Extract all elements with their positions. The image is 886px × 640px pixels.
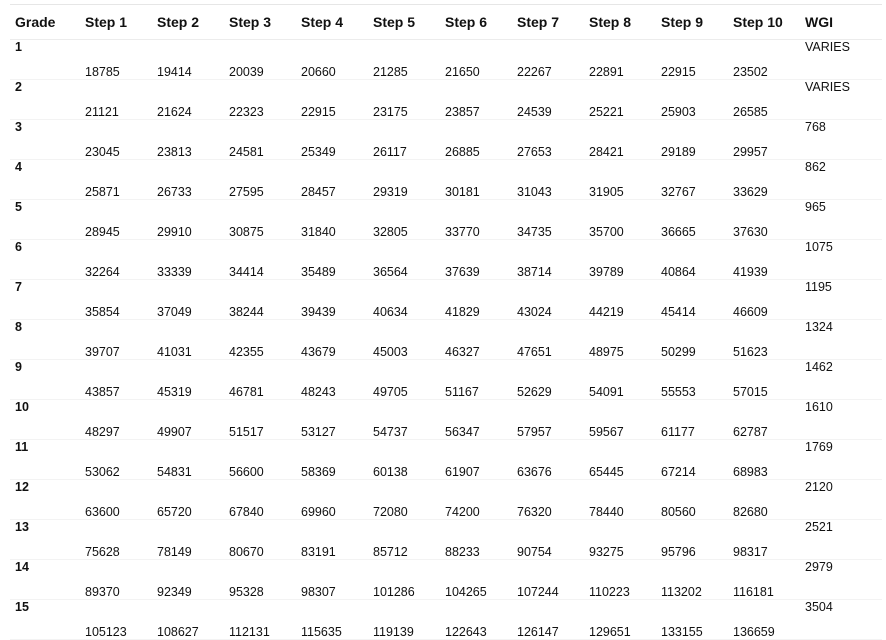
step-cell: 58369 — [296, 440, 368, 480]
step-cell: 57015 — [728, 360, 800, 400]
step-cell: 39789 — [584, 240, 656, 280]
step-cell: 55553 — [656, 360, 728, 400]
step-cell: 45003 — [368, 320, 440, 360]
table-row — [10, 240, 882, 280]
table-body — [10, 40, 882, 640]
pay-scale-table — [10, 4, 882, 640]
step-cell: 41939 — [728, 240, 800, 280]
step-cell: 34735 — [512, 200, 584, 240]
step-cell: 65720 — [152, 480, 224, 520]
step-cell: 78440 — [584, 480, 656, 520]
wgi-cell: 862 — [800, 160, 882, 200]
step-cell: 49705 — [368, 360, 440, 400]
step-cell: 24539 — [512, 80, 584, 120]
column-header: Step 4 — [296, 5, 368, 40]
step-cell: 85712 — [368, 520, 440, 560]
grade-cell: 14 — [10, 560, 80, 600]
step-cell: 56600 — [224, 440, 296, 480]
wgi-cell: 2979 — [800, 560, 882, 600]
column-header: Grade — [10, 5, 80, 40]
grade-cell: 15 — [10, 600, 80, 640]
step-cell: 104265 — [440, 560, 512, 600]
step-cell: 67840 — [224, 480, 296, 520]
table-row — [10, 200, 882, 240]
step-cell: 35489 — [296, 240, 368, 280]
column-header: Step 6 — [440, 5, 512, 40]
step-cell: 76320 — [512, 480, 584, 520]
step-cell: 133155 — [656, 600, 728, 640]
step-cell: 112131 — [224, 600, 296, 640]
column-header: Step 9 — [656, 5, 728, 40]
grade-cell: 4 — [10, 160, 80, 200]
wgi-cell: 1462 — [800, 360, 882, 400]
grade-cell: 7 — [10, 280, 80, 320]
step-cell: 46327 — [440, 320, 512, 360]
step-cell: 65445 — [584, 440, 656, 480]
step-cell: 95328 — [224, 560, 296, 600]
step-cell: 107244 — [512, 560, 584, 600]
column-header: Step 1 — [80, 5, 152, 40]
step-cell: 61177 — [656, 400, 728, 440]
grade-cell: 13 — [10, 520, 80, 560]
step-cell: 48975 — [584, 320, 656, 360]
step-cell: 88233 — [440, 520, 512, 560]
step-cell: 72080 — [368, 480, 440, 520]
column-header: Step 7 — [512, 5, 584, 40]
step-cell: 26885 — [440, 120, 512, 160]
step-cell: 46781 — [224, 360, 296, 400]
step-cell: 74200 — [440, 480, 512, 520]
step-cell: 45414 — [656, 280, 728, 320]
table-row — [10, 480, 882, 520]
step-cell: 80670 — [224, 520, 296, 560]
table-row — [10, 400, 882, 440]
step-cell: 122643 — [440, 600, 512, 640]
table-row — [10, 320, 882, 360]
table-row — [10, 280, 882, 320]
step-cell: 119139 — [368, 600, 440, 640]
step-cell: 38244 — [224, 280, 296, 320]
step-cell: 63600 — [80, 480, 152, 520]
step-cell: 108627 — [152, 600, 224, 640]
step-cell: 21121 — [80, 80, 152, 120]
table-row — [10, 520, 882, 560]
table-row — [10, 360, 882, 400]
step-cell: 30875 — [224, 200, 296, 240]
grade-cell: 1 — [10, 40, 80, 80]
step-cell: 27595 — [224, 160, 296, 200]
grade-cell: 11 — [10, 440, 80, 480]
step-cell: 57957 — [512, 400, 584, 440]
step-cell: 61907 — [440, 440, 512, 480]
step-cell: 116181 — [728, 560, 800, 600]
wgi-cell: 2120 — [800, 480, 882, 520]
step-cell: 43679 — [296, 320, 368, 360]
step-cell: 28945 — [80, 200, 152, 240]
step-cell: 53127 — [296, 400, 368, 440]
step-cell: 37630 — [728, 200, 800, 240]
step-cell: 29189 — [656, 120, 728, 160]
step-cell: 69960 — [296, 480, 368, 520]
step-cell: 32767 — [656, 160, 728, 200]
step-cell: 37049 — [152, 280, 224, 320]
grade-cell: 5 — [10, 200, 80, 240]
grade-cell: 12 — [10, 480, 80, 520]
step-cell: 26117 — [368, 120, 440, 160]
step-cell: 51623 — [728, 320, 800, 360]
step-cell: 53062 — [80, 440, 152, 480]
step-cell: 44219 — [584, 280, 656, 320]
wgi-cell: 1610 — [800, 400, 882, 440]
step-cell: 26733 — [152, 160, 224, 200]
step-cell: 30181 — [440, 160, 512, 200]
step-cell: 38714 — [512, 240, 584, 280]
grade-cell: 10 — [10, 400, 80, 440]
column-header: Step 10 — [728, 5, 800, 40]
step-cell: 33339 — [152, 240, 224, 280]
step-cell: 32805 — [368, 200, 440, 240]
step-cell: 98307 — [296, 560, 368, 600]
step-cell: 101286 — [368, 560, 440, 600]
step-cell: 34414 — [224, 240, 296, 280]
step-cell: 51517 — [224, 400, 296, 440]
step-cell: 43024 — [512, 280, 584, 320]
table-header — [10, 5, 882, 40]
wgi-cell: VARIES — [800, 80, 882, 120]
step-cell: 83191 — [296, 520, 368, 560]
step-cell: 56347 — [440, 400, 512, 440]
step-cell: 32264 — [80, 240, 152, 280]
step-cell: 29957 — [728, 120, 800, 160]
step-cell: 90754 — [512, 520, 584, 560]
step-cell: 31043 — [512, 160, 584, 200]
step-cell: 40634 — [368, 280, 440, 320]
step-cell: 105123 — [80, 600, 152, 640]
step-cell: 82680 — [728, 480, 800, 520]
table-row — [10, 560, 882, 600]
step-cell: 60138 — [368, 440, 440, 480]
wgi-cell: 1075 — [800, 240, 882, 280]
grade-cell: 8 — [10, 320, 80, 360]
step-cell: 52629 — [512, 360, 584, 400]
step-cell: 78149 — [152, 520, 224, 560]
pay-scale-sheet — [10, 4, 882, 640]
step-cell: 92349 — [152, 560, 224, 600]
step-cell: 36665 — [656, 200, 728, 240]
step-cell: 49907 — [152, 400, 224, 440]
column-header: Step 3 — [224, 5, 296, 40]
step-cell: 23502 — [728, 40, 800, 80]
step-cell: 113202 — [656, 560, 728, 600]
table-row — [10, 600, 882, 640]
step-cell: 27653 — [512, 120, 584, 160]
step-cell: 22915 — [656, 40, 728, 80]
step-cell: 67214 — [656, 440, 728, 480]
step-cell: 18785 — [80, 40, 152, 80]
table-row — [10, 40, 882, 80]
step-cell: 21624 — [152, 80, 224, 120]
step-cell: 41829 — [440, 280, 512, 320]
table-row — [10, 440, 882, 480]
step-cell: 59567 — [584, 400, 656, 440]
step-cell: 21285 — [368, 40, 440, 80]
step-cell: 45319 — [152, 360, 224, 400]
grade-cell: 2 — [10, 80, 80, 120]
column-header: Step 8 — [584, 5, 656, 40]
step-cell: 43857 — [80, 360, 152, 400]
step-cell: 24581 — [224, 120, 296, 160]
step-cell: 68983 — [728, 440, 800, 480]
step-cell: 22267 — [512, 40, 584, 80]
step-cell: 40864 — [656, 240, 728, 280]
step-cell: 29319 — [368, 160, 440, 200]
step-cell: 54091 — [584, 360, 656, 400]
step-cell: 54831 — [152, 440, 224, 480]
header-row — [10, 5, 882, 40]
step-cell: 36564 — [368, 240, 440, 280]
step-cell: 22891 — [584, 40, 656, 80]
wgi-cell: 768 — [800, 120, 882, 160]
step-cell: 95796 — [656, 520, 728, 560]
step-cell: 35854 — [80, 280, 152, 320]
step-cell: 54737 — [368, 400, 440, 440]
wgi-cell: 1195 — [800, 280, 882, 320]
step-cell: 31840 — [296, 200, 368, 240]
column-header: Step 2 — [152, 5, 224, 40]
column-header: WGI — [800, 5, 882, 40]
step-cell: 22323 — [224, 80, 296, 120]
step-cell: 25871 — [80, 160, 152, 200]
step-cell: 23857 — [440, 80, 512, 120]
step-cell: 47651 — [512, 320, 584, 360]
step-cell: 110223 — [584, 560, 656, 600]
step-cell: 35700 — [584, 200, 656, 240]
table-row — [10, 120, 882, 160]
step-cell: 23045 — [80, 120, 152, 160]
step-cell: 37639 — [440, 240, 512, 280]
step-cell: 48243 — [296, 360, 368, 400]
step-cell: 20039 — [224, 40, 296, 80]
grade-cell: 9 — [10, 360, 80, 400]
step-cell: 29910 — [152, 200, 224, 240]
step-cell: 28421 — [584, 120, 656, 160]
wgi-cell: VARIES — [800, 40, 882, 80]
step-cell: 75628 — [80, 520, 152, 560]
step-cell: 21650 — [440, 40, 512, 80]
table-row — [10, 160, 882, 200]
grade-cell: 6 — [10, 240, 80, 280]
step-cell: 25349 — [296, 120, 368, 160]
wgi-cell: 1324 — [800, 320, 882, 360]
step-cell: 62787 — [728, 400, 800, 440]
grade-cell: 3 — [10, 120, 80, 160]
step-cell: 115635 — [296, 600, 368, 640]
step-cell: 46609 — [728, 280, 800, 320]
step-cell: 25903 — [656, 80, 728, 120]
step-cell: 98317 — [728, 520, 800, 560]
step-cell: 31905 — [584, 160, 656, 200]
step-cell: 39707 — [80, 320, 152, 360]
step-cell: 25221 — [584, 80, 656, 120]
step-cell: 129651 — [584, 600, 656, 640]
step-cell: 80560 — [656, 480, 728, 520]
step-cell: 28457 — [296, 160, 368, 200]
step-cell: 42355 — [224, 320, 296, 360]
wgi-cell: 965 — [800, 200, 882, 240]
table-row — [10, 80, 882, 120]
step-cell: 48297 — [80, 400, 152, 440]
step-cell: 126147 — [512, 600, 584, 640]
step-cell: 41031 — [152, 320, 224, 360]
step-cell: 89370 — [80, 560, 152, 600]
wgi-cell: 3504 — [800, 600, 882, 640]
step-cell: 50299 — [656, 320, 728, 360]
step-cell: 51167 — [440, 360, 512, 400]
step-cell: 26585 — [728, 80, 800, 120]
step-cell: 22915 — [296, 80, 368, 120]
step-cell: 33770 — [440, 200, 512, 240]
wgi-cell: 2521 — [800, 520, 882, 560]
step-cell: 23813 — [152, 120, 224, 160]
step-cell: 93275 — [584, 520, 656, 560]
step-cell: 136659 — [728, 600, 800, 640]
wgi-cell: 1769 — [800, 440, 882, 480]
step-cell: 39439 — [296, 280, 368, 320]
step-cell: 33629 — [728, 160, 800, 200]
step-cell: 63676 — [512, 440, 584, 480]
step-cell: 20660 — [296, 40, 368, 80]
step-cell: 23175 — [368, 80, 440, 120]
step-cell: 19414 — [152, 40, 224, 80]
column-header: Step 5 — [368, 5, 440, 40]
